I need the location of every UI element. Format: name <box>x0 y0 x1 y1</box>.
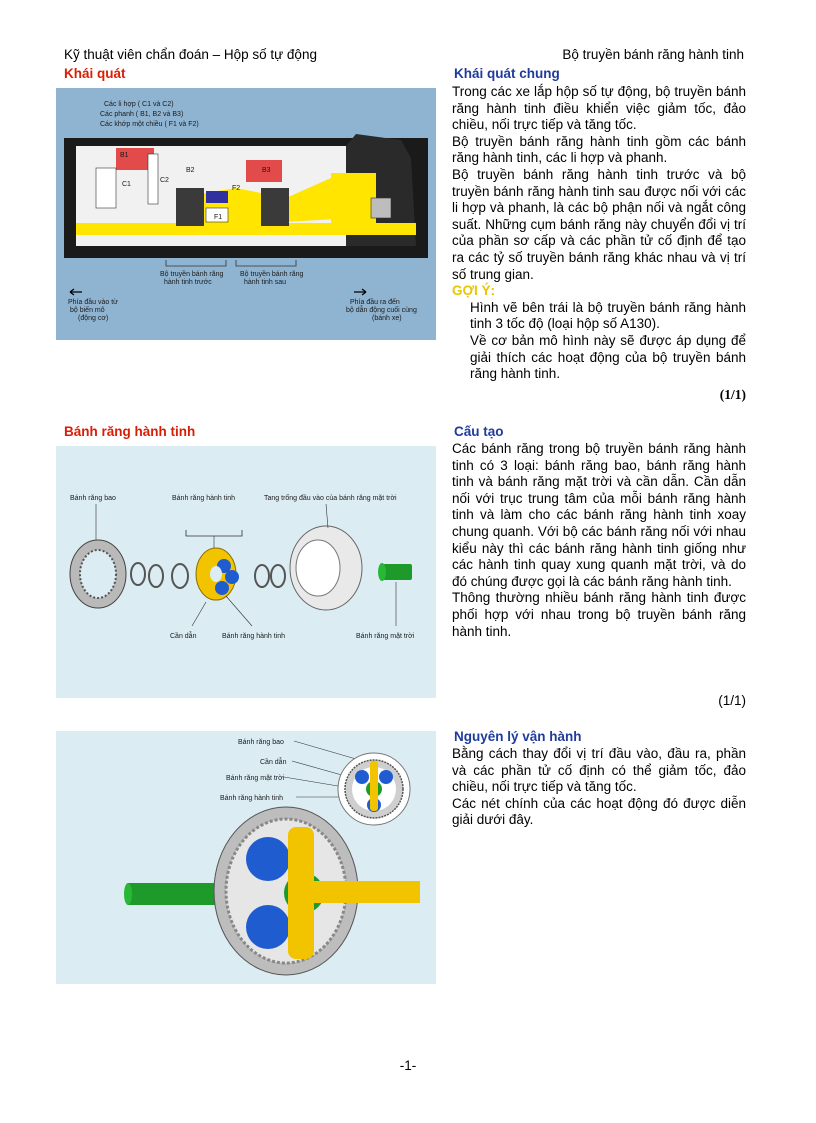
rear-gear-label-2: hành tinh sau <box>244 279 287 286</box>
overview-paragraph: Bộ truyền bánh răng hành tinh trước và bộ truyền bánh răng hành tinh sau được nối với các li hợp và phanh, là các bộ phận nối và ngắt công suất. Những cụm bánh răng này chuyển đổi vị trí của phần sơ cấp và các phần tử cố định để tạo ra các tỷ số truyền bánh răng khác nhau và vị trí số trung gian. <box>452 166 746 282</box>
structure-paragraph: Thông thường nhiều bánh răng hành tinh được phối hợp với nhau trong bộ truyền bánh răng hành tinh. <box>452 590 746 639</box>
label-carrier-3: Cần dẫn <box>260 759 287 766</box>
label-c2: C2 <box>160 177 169 184</box>
front-gear-label-2: hành tinh trước <box>164 279 212 286</box>
label-f1: F1 <box>214 214 223 221</box>
page-ref-2: (1/1) <box>718 693 746 708</box>
subtitle-general-overview: Khái quát chung <box>454 66 560 81</box>
overview-text <box>452 84 746 383</box>
legend-brakes: Các phanh ( B1, B2 và B3) <box>100 111 184 118</box>
label-b3: B3 <box>262 167 271 174</box>
section-title-overview: Khái quát <box>64 66 126 81</box>
label-carrier: Cần dẫn <box>170 633 197 640</box>
page-number: -1- <box>399 1058 417 1073</box>
label-b2: B2 <box>186 167 195 174</box>
figure-exploded-gears <box>56 446 436 698</box>
label-sun-gear: Bánh răng mặt trời <box>356 633 415 640</box>
figure-planetary-assembly <box>56 731 436 984</box>
label-planet-gear-top: Bánh răng hành tinh <box>172 495 236 502</box>
label-b1: B1 <box>120 152 129 159</box>
hint-paragraph: Về cơ bản mô hình này sẽ được áp dụng để giải thích các hoạt động của bộ truyền bánh răng hành tinh. <box>470 332 746 382</box>
label-drum: Tang trống đầu vào của bánh răng mặt trời <box>264 495 397 502</box>
front-gear-label-1: Bộ truyền bánh răng <box>160 271 224 278</box>
section-title-planetary-gear: Bánh răng hành tinh <box>64 424 196 439</box>
page-ref-1: (1/1) <box>719 387 746 402</box>
legend-one-way-clutches: Các khớp một chiều ( F1 và F2) <box>100 121 199 128</box>
structure-paragraph: Các bánh răng trong bộ truyền bánh răng hành tinh có 3 loại: bánh răng bao, bánh răng hành tinh và bánh răng mặt trời và cần dẫn. Cần dẫn nối với trục trung tâm của mỗi bánh răng hành tinh và làm cho các bánh răng hành tinh xoay chung quanh. Với bộ các bánh răng nối với nhau kiểu này thì các bánh răng hành tinh giống như các hành tinh quay xung quanh mặt trời, và do đó chúng được gọi là các bánh răng hành tinh. <box>452 441 746 589</box>
overview-paragraph: Bộ truyền bánh răng hành tinh gồm các bánh răng hành tinh, các li hợp và phanh. <box>452 133 746 166</box>
output-side-3: (bánh xe) <box>372 315 402 322</box>
header-right: Bộ truyền bánh răng hành tinh <box>562 47 744 62</box>
output-side-1: Phía đầu ra đến <box>350 299 400 306</box>
structure-text <box>452 441 746 640</box>
operating-paragraph: Bằng cách thay đổi vị trí đầu vào, đầu ra, phần và các phần tử cố định có thể giảm tốc, đảo chiều, nối trực tiếp và tăng tốc. <box>452 746 746 795</box>
hint-label: GỢI Ý: <box>452 283 496 299</box>
label-ring-gear-3: Bánh răng bao <box>238 739 284 746</box>
input-side-1: Phía đầu vào từ <box>68 299 118 306</box>
figure-transmission-cutaway <box>56 88 436 340</box>
rear-gear-label-1: Bộ truyền bánh răng <box>240 271 304 278</box>
output-side-2: bộ dẫn động cuối cùng <box>346 307 417 314</box>
subtitle-operating-principle: Nguyên lý vận hành <box>454 729 582 744</box>
hint-paragraph: Hình vẽ bên trái là bộ truyền bánh răng hành tinh 3 tốc độ (loại hộp số A130). <box>470 299 746 332</box>
label-f2: F2 <box>232 185 241 192</box>
label-c1: C1 <box>122 181 131 188</box>
label-sun-gear-3: Bánh răng mặt trời <box>226 775 285 782</box>
input-side-2: bộ biến mô <box>70 307 105 314</box>
label-ring-gear: Bánh răng bao <box>70 495 116 502</box>
header-left: Kỹ thuật viên chẩn đoán – Hộp số tự động <box>64 47 317 62</box>
legend-clutches: Các li hợp ( C1 và C2) <box>104 101 174 108</box>
input-side-3: (động cơ) <box>78 315 109 322</box>
label-planet-gear-3: Bánh răng hành tinh <box>220 795 284 802</box>
operating-text <box>452 746 746 829</box>
overview-paragraph: Trong các xe lắp hộp số tự động, bộ truyền bánh răng hành tinh điều khiển việc giảm tốc, đảo chiều, nối trực tiếp và tăng tốc. <box>452 84 746 133</box>
operating-paragraph: Các nét chính của các hoạt động đó được diễn giải dưới đây. <box>452 795 746 828</box>
subtitle-structure: Cấu tạo <box>454 424 504 439</box>
label-planet-gear-bottom: Bánh răng hành tinh <box>222 633 286 640</box>
